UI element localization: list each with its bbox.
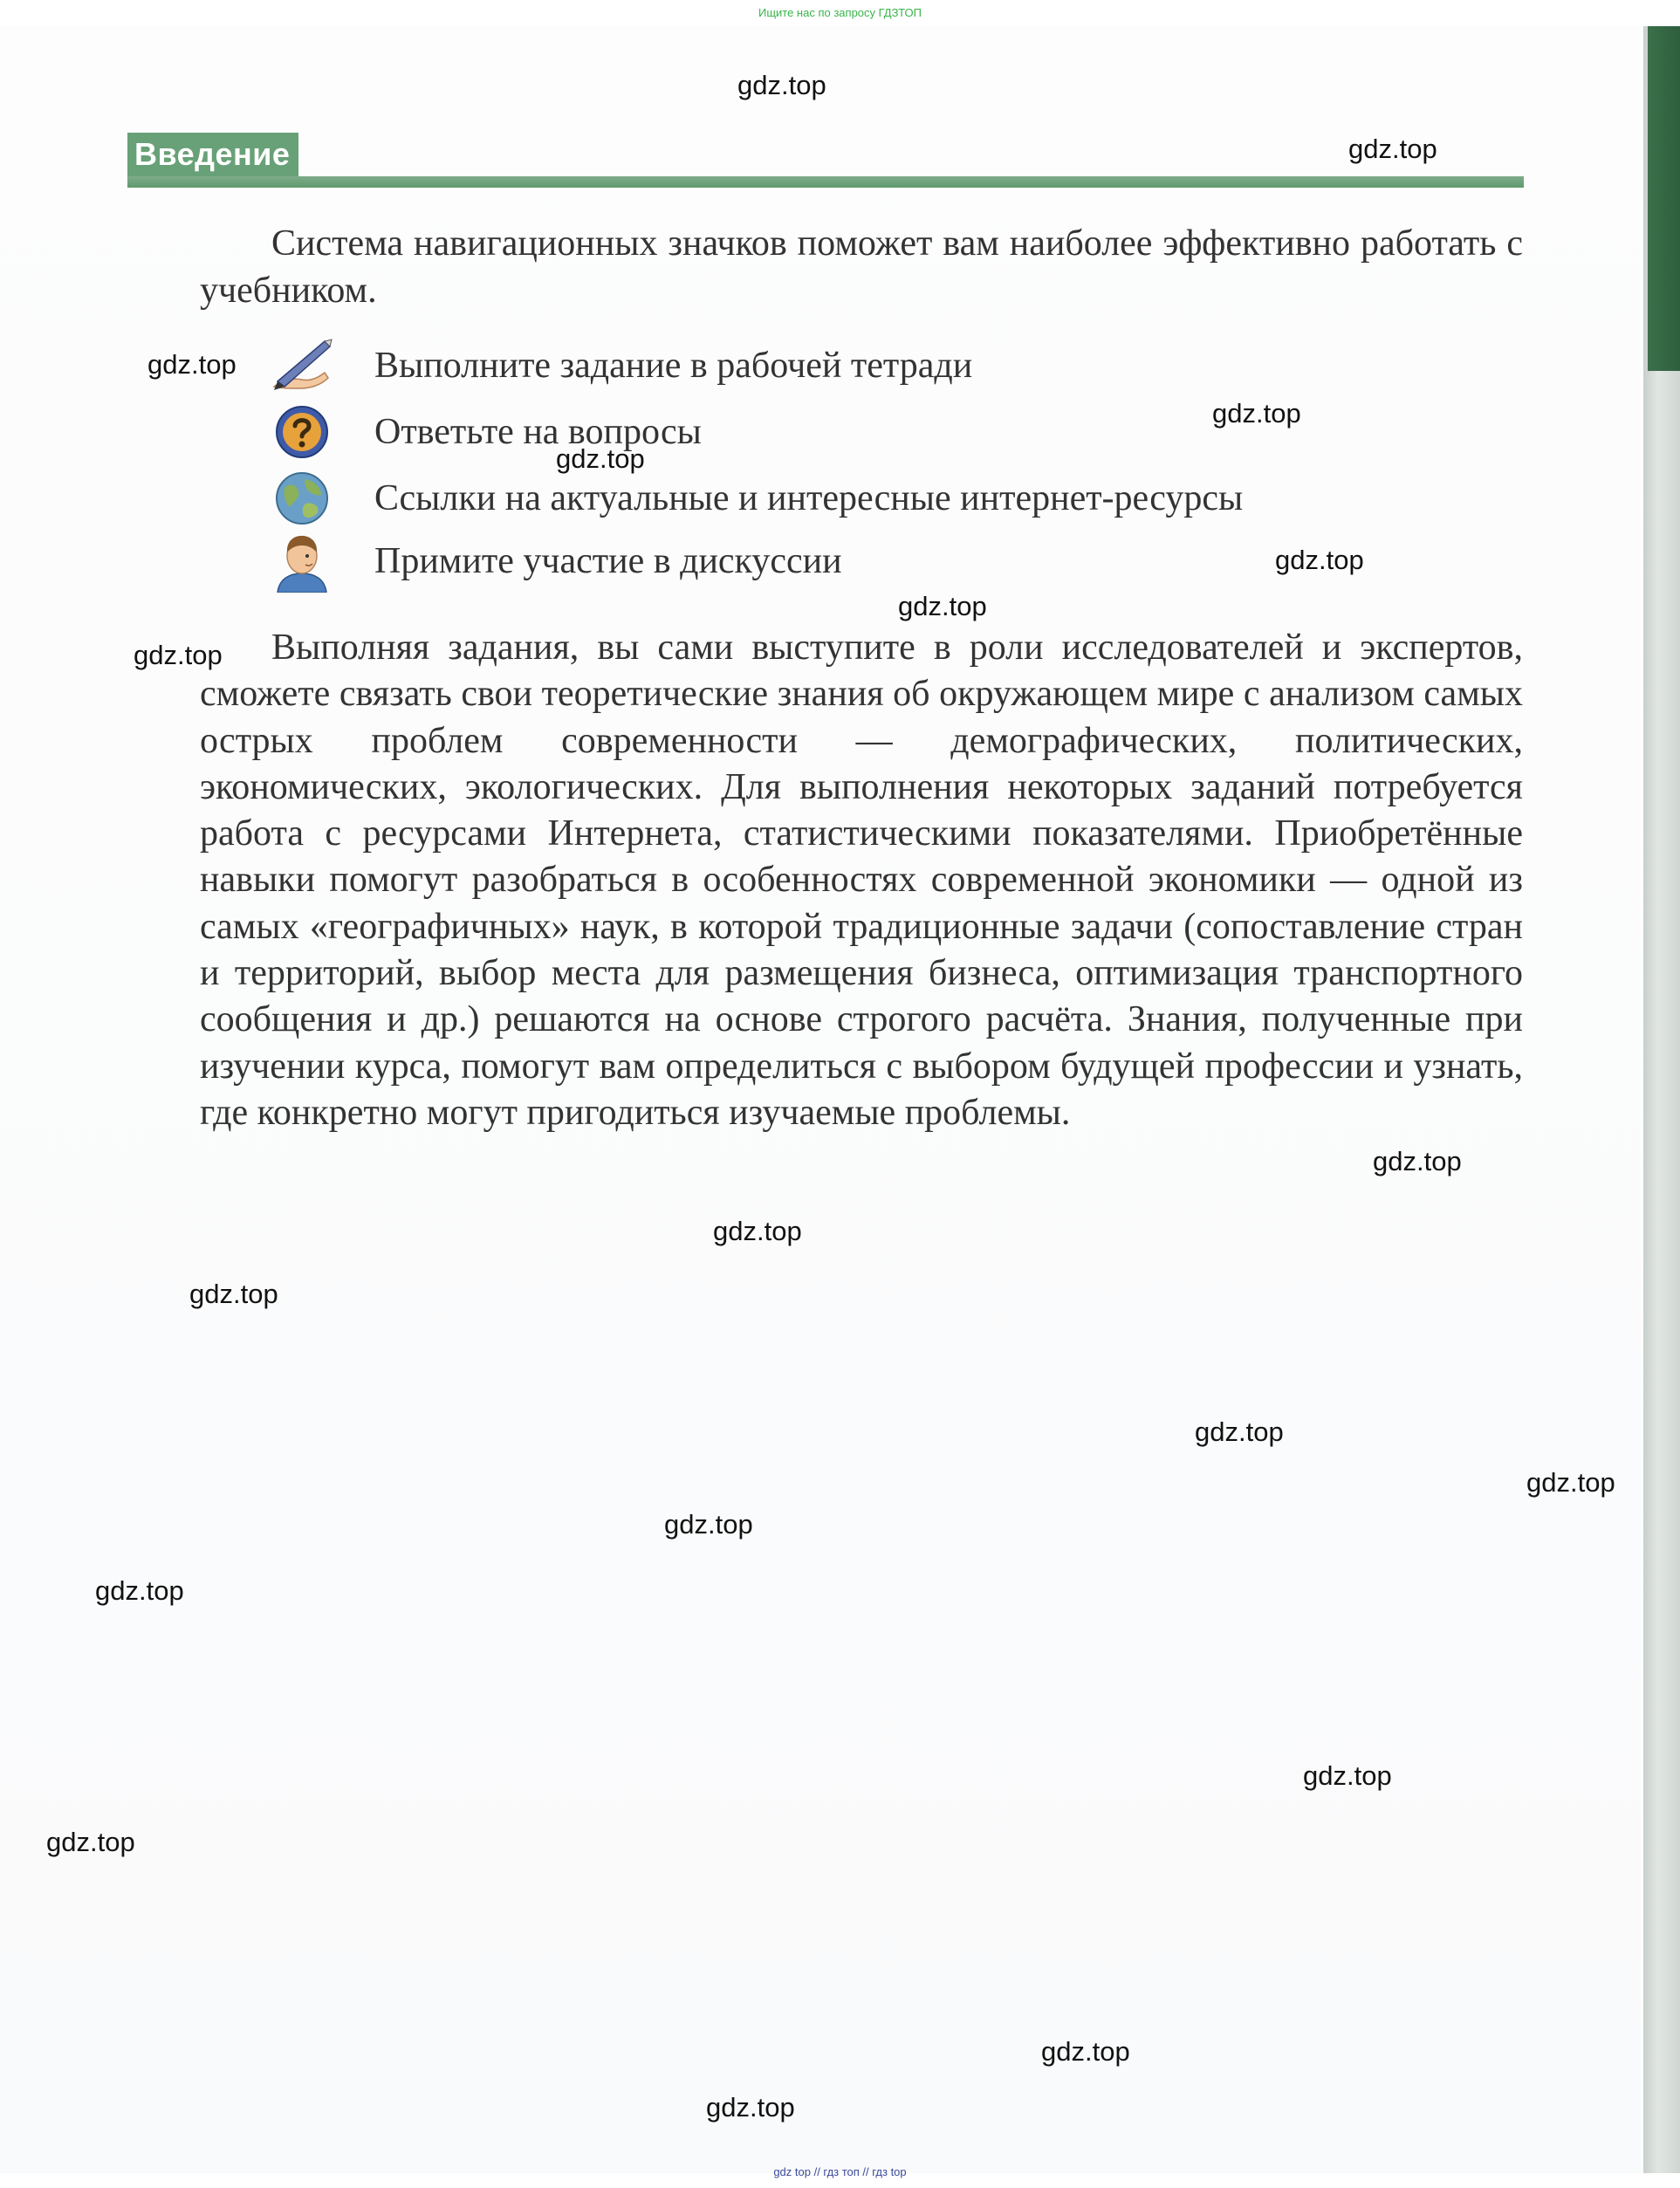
nav-label-internet-links: Ссылки на актуальные и интересные интернет-ресурсы: [374, 478, 1244, 518]
watermark: gdz.top: [147, 349, 237, 380]
section-header: [127, 133, 1524, 185]
footer-note: gdz top // гдз топ // гдз top: [773, 2165, 907, 2178]
watermark: gdz.top: [1195, 1416, 1284, 1447]
watermark: gdz.top: [898, 591, 987, 621]
watermark: gdz.top: [1212, 398, 1301, 429]
watermark: gdz.top: [737, 70, 826, 100]
body-paragraph: Выполняя задания, вы сами выступите в роли исследователей и экспертов, сможете связать свои теоретические знания об окружающем мире с анализом самых острых проблем современности — демографических, политических, экономических, экологических. Для выполнения некоторых заданий потребуется работа с ресурсами Интернета, статистическими показателями. Приобретённые навыки помогут разобраться в особенностях современной экономики — одной из самых «географичных» наук, в которой традиционные задачи (сопоставление стран и территорий, выбор места для размещения бизнеса, оптимизация транспортного сообщения и др.) решаются на основе строгого расчёта. Знания, полученные при изучении курса, помогут вам определиться с выбором будущей профессии и узнать, где конкретно могут пригодиться изучаемые проблемы.: [200, 628, 1523, 1133]
person-icon: [271, 530, 333, 593]
watermark: gdz.top: [46, 1827, 135, 1857]
watermark: gdz.top: [713, 1216, 802, 1246]
intro-paragraph: Система навигационных значков поможет вам наиболее эффективно работать с учебником.: [200, 223, 1523, 311]
nav-label-discussion: Примите участие в дискуссии: [374, 541, 842, 581]
section-title: Введение: [127, 133, 298, 176]
nav-label-questions: Ответьте на вопросы: [374, 412, 702, 452]
page-edge-green-tab: [1648, 26, 1680, 371]
watermark: gdz.top: [706, 2092, 795, 2123]
nav-item-internet-links: [271, 467, 1492, 530]
watermark: gdz.top: [189, 1279, 278, 1309]
header-note: Ищите нас по запросу ГДЗТОП: [758, 6, 922, 19]
watermark: gdz.top: [556, 443, 645, 474]
watermark: gdz.top: [1041, 2036, 1130, 2067]
question-icon: [271, 401, 333, 463]
nav-item-questions: [271, 401, 1492, 463]
watermark: gdz.top: [134, 640, 223, 670]
section-rule: [127, 176, 1524, 188]
nav-item-workbook: [271, 334, 1492, 397]
pencil-hand-icon: [271, 334, 333, 397]
watermark: gdz.top: [95, 1575, 184, 1606]
watermark: gdz.top: [1348, 134, 1437, 164]
watermark: gdz.top: [1526, 1467, 1615, 1498]
watermark: gdz.top: [1303, 1760, 1392, 1791]
watermark: gdz.top: [1275, 545, 1364, 575]
nav-label-workbook: Выполните задание в рабочей тетради: [374, 346, 973, 386]
watermark: gdz.top: [664, 1509, 753, 1540]
globe-icon: [271, 467, 333, 530]
watermark: gdz.top: [1373, 1146, 1462, 1176]
